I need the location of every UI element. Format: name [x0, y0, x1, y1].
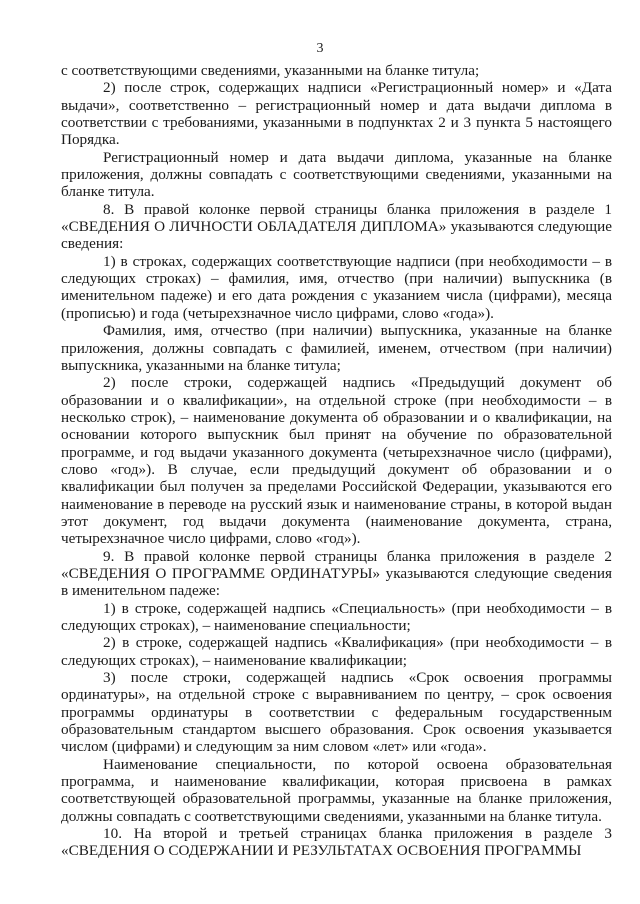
paragraph-registration-match: Регистрационный номер и дата выдачи диплома, указанные на бланке приложения, должны совпадать с соответствующими сведениями, указанными на бланке титула. [61, 148, 612, 201]
paragraph-name-match: Фамилия, имя, отчество (при наличии) выпускника, указанные на бланке приложения, должны совпадать с фамилией, именем, отчеством (при наличии) выпускника, указанными на бланке титула; [61, 322, 612, 374]
paragraph-item-9-subitem-2: 2) в строке, содержащей надпись «Квалификация» (при необходимости – в следующих строках), – наименование квалификации; [61, 634, 612, 669]
paragraph-item-8-subitem-2: 2) после строки, содержащей надпись «Предыдущий документ об образовании и о квалификации», на отдельной строке (при необходимости – в несколько строк), – наименование документа об образовании и о квалификации, на основании которого выпускник был принят на обучение по образовательной программе, и год выдачи указанного документа (четырехзначное число (цифрами), слово «год»). В случае, если предыдущий документ об образовании и о квалификации был получен за пределами Российской Федерации, указываются его наименование в переводе на русский язык и наименование страны, в которой выдан этот документ, год выдачи документа (наименование документа, страна, четырехзначное число цифрами, слово «год»). [61, 374, 612, 548]
paragraph-item-8-subitem-1: 1) в строках, содержащих соответствующие надписи (при необходимости – в следующих строках) – фамилия, имя, отчество (при наличии) выпускника (в именительном падеже) и его дата рождения с указанием числа (цифрами), месяца (прописью) и года (четырехзначное число цифрами, слово «года»). [61, 252, 612, 322]
paragraph-item-8: 8. В правой колонке первой страницы бланка приложения в разделе 1 «СВЕДЕНИЯ О ЛИЧНОСТИ ОБЛАДАТЕЛЯ ДИПЛОМА» указываются следующие сведения: [61, 200, 612, 253]
paragraph-item-9-subitem-3: 3) после строки, содержащей надпись «Срок освоения программы ординатуры», на отдельной строке с выравниванием по центру, – срок освоения программы ординатуры в соответствии с федеральным государственным образовательным стандартом высшего образования. Срок освоения указывается числом (цифрами) и следующим за ним словом «лет» или «года». [61, 669, 612, 756]
paragraph-item-9: 9. В правой колонке первой страницы бланка приложения в разделе 2 «СВЕДЕНИЯ О ПРОГРАММЕ ОРДИНАТУРЫ» указываются следующие сведения в именительном падеже: [61, 547, 612, 600]
paragraph-item-10: 10. На второй и третьей страницах бланка приложения в разделе 3 «СВЕДЕНИЯ О СОДЕРЖАНИИ И РЕЗУЛЬТАТАХ ОСВОЕНИЯ ПРОГРАММЫ [61, 825, 612, 860]
paragraph-continuation: с соответствующими сведениями, указанными на бланке титула; [61, 62, 480, 79]
paragraph-subitem-2-registration: 2) после строк, содержащих надписи «Регистрационный номер» и «Дата выдачи», соответственно – регистрационный номер и дата выдачи диплома в соответствии с требованиями, указанными в подпунктах 2 и 3 пункта 5 настоящего Порядка. [61, 79, 612, 149]
document-body [61, 62, 612, 860]
paragraph-item-9-subitem-1: 1) в строке, содержащей надпись «Специальность» (при необходимости – в следующих строках), – наименование специальности; [61, 599, 612, 634]
paragraph-specialty-match: Наименование специальности, по которой освоена образовательная программа, и наименование квалификации, которая присвоена в рамках соответствующей образовательной программы, указанные на бланке приложения, должны совпадать с соответствующими сведениями, указанными на бланке титула. [61, 755, 612, 825]
page-number: 3 [316, 41, 324, 56]
